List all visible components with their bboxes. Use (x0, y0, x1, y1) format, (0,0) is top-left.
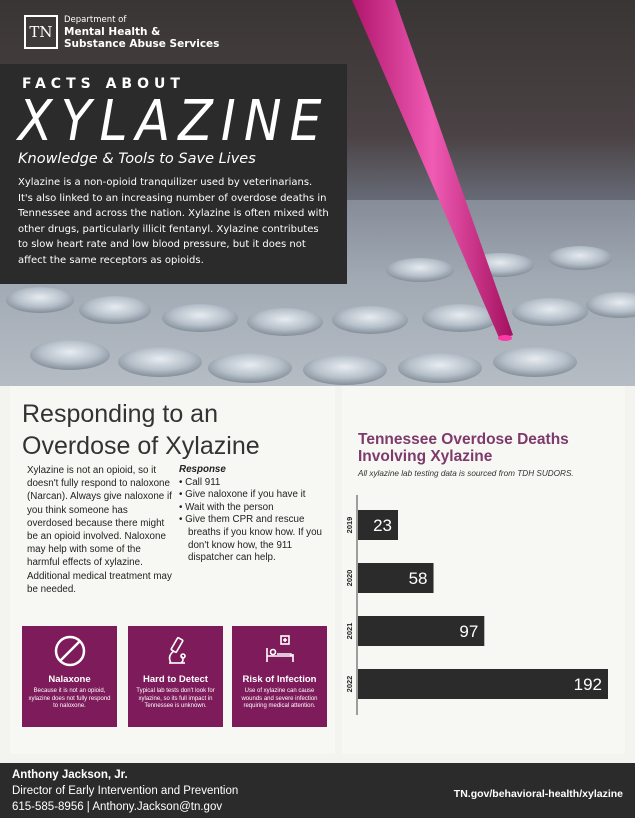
response-step: • Call 911 (179, 476, 221, 488)
bar-value-label: 58 (408, 569, 428, 588)
microscope-icon (128, 634, 223, 668)
category-tick-label: 2020 (345, 569, 354, 587)
hospital-bed-icon (232, 634, 327, 668)
response-list (179, 464, 339, 565)
bar-value-label: 97 (459, 622, 479, 641)
title-box (0, 64, 347, 284)
category-tick-label: 2022 (345, 675, 354, 693)
response-title: Response (179, 464, 226, 475)
contact-info: 615-585-8956 | Anthony.Jackson@tn.gov (12, 801, 223, 813)
bar-value-label: 192 (573, 675, 602, 694)
card-desc: Use of xylazine can cause wounds and severe infection requiring medical attention. (241, 688, 318, 709)
overdose-bar-chart (340, 485, 630, 725)
response-step: • Wait with the person (179, 501, 274, 513)
dept-line3: Substance Abuse Services (64, 38, 220, 50)
footer-link[interactable]: TN.gov/behavioral-health/xylazine (453, 788, 623, 800)
info-card-naloxone (22, 626, 117, 727)
dept-line1: Department of (64, 15, 127, 25)
category-tick-label: 2019 (345, 516, 354, 534)
card-title: Risk of Infection (242, 674, 317, 685)
chart-title: Tennessee Overdose Deaths Involving Xylazine (358, 431, 569, 465)
contact-role: Director of Early Intervention and Prevention (12, 785, 239, 797)
info-card-detect (128, 626, 223, 727)
dept-line2: Mental Health & (64, 26, 161, 38)
prohibited-icon (22, 634, 117, 668)
tagline: Knowledge & Tools to Save Lives (18, 151, 256, 167)
footer (0, 763, 635, 818)
facts-about-label: FACTS ABOUT (22, 76, 185, 92)
responding-heading: Responding to an Overdose of Xylazine (22, 400, 260, 460)
tn-logo-mark: TN (24, 15, 58, 49)
tn-department-logo (24, 14, 219, 50)
intro-paragraph: Xylazine is a non-opioid tranquilizer used by veterinarians. It's also linked to an increasing number of overdose deaths in Tennessee and across the nation. Xylazine is often mixed with other drugs, particularly illicit fentanyl. Xylazine contributes to slow heart rate and low blood pressure, but it does not affect the same receptors as opioids. (18, 177, 329, 266)
response-step: • Give them CPR and rescue breaths if you know how. If you don't know how, the 911 dispatcher can help. (179, 514, 322, 564)
card-title: Hard to Detect (143, 674, 208, 685)
info-card-infection (232, 626, 327, 727)
responding-body: Xylazine is not an opioid, so it doesn't fully respond to naloxone (Narcan). Always give naloxone if you think someone has overdosed because there might be an opioid involved. Naloxone may help with some of the harmful effects of xylazine. Additional medical treatment may be needed. (27, 465, 172, 595)
contact-name: Anthony Jackson, Jr. (12, 769, 128, 781)
card-title: Nalaxone (48, 674, 91, 685)
card-desc: Because it is not an opioid, xylazine does not fully respond to naloxone. (28, 688, 111, 709)
card-desc: Typical lab tests don't look for xylazine, so its full impact in Tennessee is unknown. (136, 688, 215, 709)
chart-subtitle: All xylazine lab testing data is sourced from TDH SUDORS. (358, 469, 574, 478)
category-tick-label: 2021 (345, 622, 354, 640)
page-title: XYLAZINE (18, 89, 330, 154)
response-step: • Give naloxone if you have it (179, 489, 306, 501)
bar-2022 (358, 669, 608, 699)
bar-value-label: 23 (373, 516, 392, 535)
